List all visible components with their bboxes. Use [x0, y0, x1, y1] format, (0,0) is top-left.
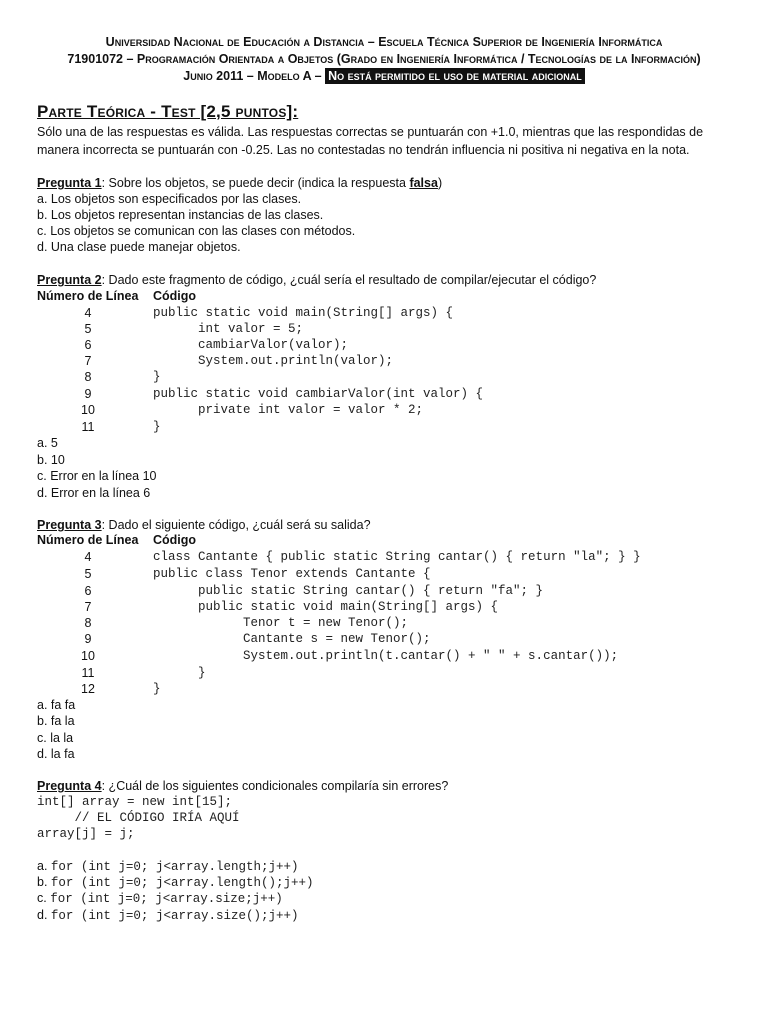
q3-code-line: public static String cantar() { return "fa"; } [153, 584, 544, 598]
option-letter: b. [37, 875, 48, 889]
q2-code-line: public static void main(String[] args) { [153, 306, 454, 320]
question-1-option-d: d. Una clase puede manejar objetos. [37, 240, 241, 254]
q3-code-line: public class Tenor extends Cantante { [153, 567, 431, 581]
question-1-label: Pregunta 1 [37, 176, 102, 190]
q3-line-number: 5 [84, 567, 92, 581]
option-code: for (int j=0; j<array.size();j++) [50, 909, 299, 923]
question-1-text: : Sobre los objetos, se puede decir (indica la respuesta [101, 176, 410, 190]
question-4-prompt [37, 778, 448, 794]
intro-line-2: manera incorrecta se puntuarán con -0.25. Las no contestadas no tendrán influencia ni positiva ni negativa en la nota. [37, 143, 690, 157]
q3-line-number: 12 [81, 682, 95, 696]
q4-code-line: array[j] = j; [37, 827, 135, 841]
q4-code-line: int[] array = new int[15]; [37, 795, 233, 809]
q2-code-line: public static void cambiarValor(int valor) { [153, 387, 484, 401]
section-title: Parte Teórica - Test [2,5 puntos]: [37, 102, 299, 121]
option-letter: c. [37, 891, 47, 905]
option-letter: a. [37, 859, 48, 873]
q3-code-line: public static void main(String[] args) { [153, 600, 499, 614]
question-4-text: : ¿Cuál de los siguientes condicionales compilaría sin errores? [101, 779, 449, 793]
header-university: Universidad Nacional de Educación a Distancia – Escuela Técnica Superior de Ingeniería Informática [105, 35, 663, 49]
q3-line-number: 11 [81, 666, 95, 680]
option-code: for (int j=0; j<array.length;j++) [50, 860, 299, 874]
question-2-option-c: c. Error en la línea 10 [37, 469, 157, 483]
question-1-emphasis: falsa [409, 176, 438, 190]
q2-line-number: 4 [84, 306, 92, 320]
option-code: for (int j=0; j<array.length();j++) [50, 876, 314, 890]
q3-line-number: 7 [84, 600, 92, 614]
question-4-option-d [37, 907, 298, 924]
q2-code-line: private int valor = valor * 2; [153, 403, 424, 417]
question-2-col-code: Código [153, 289, 197, 303]
option-letter: d. [37, 908, 48, 922]
q3-code-line: class Cantante { public static String cantar() { return "la"; } } [153, 550, 641, 564]
question-4-option-c [37, 890, 283, 907]
question-4-label: Pregunta 4 [37, 779, 102, 793]
q2-line-number: 9 [84, 387, 92, 401]
question-1-option-c: c. Los objetos se comunican con las clases con métodos. [37, 224, 356, 238]
question-3-prompt [37, 517, 371, 533]
question-3-col-line: Número de Línea [37, 533, 139, 547]
q3-line-number: 9 [84, 632, 92, 646]
intro-line-1: Sólo una de las respuestas es válida. Las respuestas correctas se puntuarán con +1.0, mientras que las respondidas de [37, 125, 704, 139]
q3-code-line: Cantante s = new Tenor(); [153, 632, 431, 646]
question-2-option-a: a. 5 [37, 436, 58, 450]
q3-code-line: Tenor t = new Tenor(); [153, 616, 409, 630]
question-3-option-a: a. fa fa [37, 698, 76, 712]
q2-code-line: } [153, 420, 161, 434]
q2-line-number: 5 [84, 322, 92, 336]
q2-line-number: 11 [81, 420, 95, 434]
question-1-option-b: b. Los objetos representan instancias de las clases. [37, 208, 324, 222]
header-warning-badge: No está permitido el uso de material adicional [325, 68, 585, 84]
question-1-text-end: ) [437, 176, 443, 190]
option-code: for (int j=0; j<array.size;j++) [50, 892, 283, 906]
question-2-option-b: b. 10 [37, 453, 65, 467]
q2-line-number: 6 [84, 338, 92, 352]
q3-code-line: } [153, 666, 206, 680]
question-2-col-line: Número de Línea [37, 289, 139, 303]
question-2-option-d: d. Error en la línea 6 [37, 486, 151, 500]
question-3-option-b: b. fa la [37, 714, 75, 728]
q2-line-number: 7 [84, 354, 92, 368]
question-3-option-c: c. la la [37, 731, 74, 745]
q3-code-line: System.out.println(t.cantar() + " " + s.cantar()); [153, 649, 619, 663]
q2-code-line: int valor = 5; [153, 322, 304, 336]
question-4-option-a [37, 858, 298, 875]
q3-line-number: 10 [81, 649, 95, 663]
question-1-option-a: a. Los objetos son especificados por las clases. [37, 192, 302, 206]
header-course: 71901072 – Programación Orientada a Objetos (Grado en Ingeniería Informática / Tecnologías de la Información) [67, 52, 701, 66]
q2-code-line: System.out.println(valor); [153, 354, 394, 368]
q2-line-number: 10 [81, 403, 95, 417]
question-2-prompt [37, 272, 596, 288]
question-4-option-b [37, 874, 313, 891]
q2-line-number: 8 [84, 370, 92, 384]
q2-code-line: } [153, 370, 161, 384]
question-2-label: Pregunta 2 [37, 273, 102, 287]
q3-line-number: 6 [84, 584, 92, 598]
question-1-prompt [37, 175, 442, 191]
q2-code-line: cambiarValor(valor); [153, 338, 349, 352]
header-date-model: Junio 2011 – Modelo A – [183, 69, 326, 83]
q3-line-number: 8 [84, 616, 92, 630]
q4-code-line: // EL CÓDIGO IRÍA AQUÍ [37, 811, 240, 825]
question-2-text: : Dado este fragmento de código, ¿cuál sería el resultado de compilar/ejecutar el código? [101, 273, 597, 287]
question-3-col-code: Código [153, 533, 197, 547]
question-3-label: Pregunta 3 [37, 518, 102, 532]
q3-line-number: 4 [84, 550, 92, 564]
q3-code-line: } [153, 682, 161, 696]
header-exam-model [0, 68, 768, 84]
question-3-text: : Dado el siguiente código, ¿cuál será su salida? [101, 518, 371, 532]
question-3-option-d: d. la fa [37, 747, 75, 761]
